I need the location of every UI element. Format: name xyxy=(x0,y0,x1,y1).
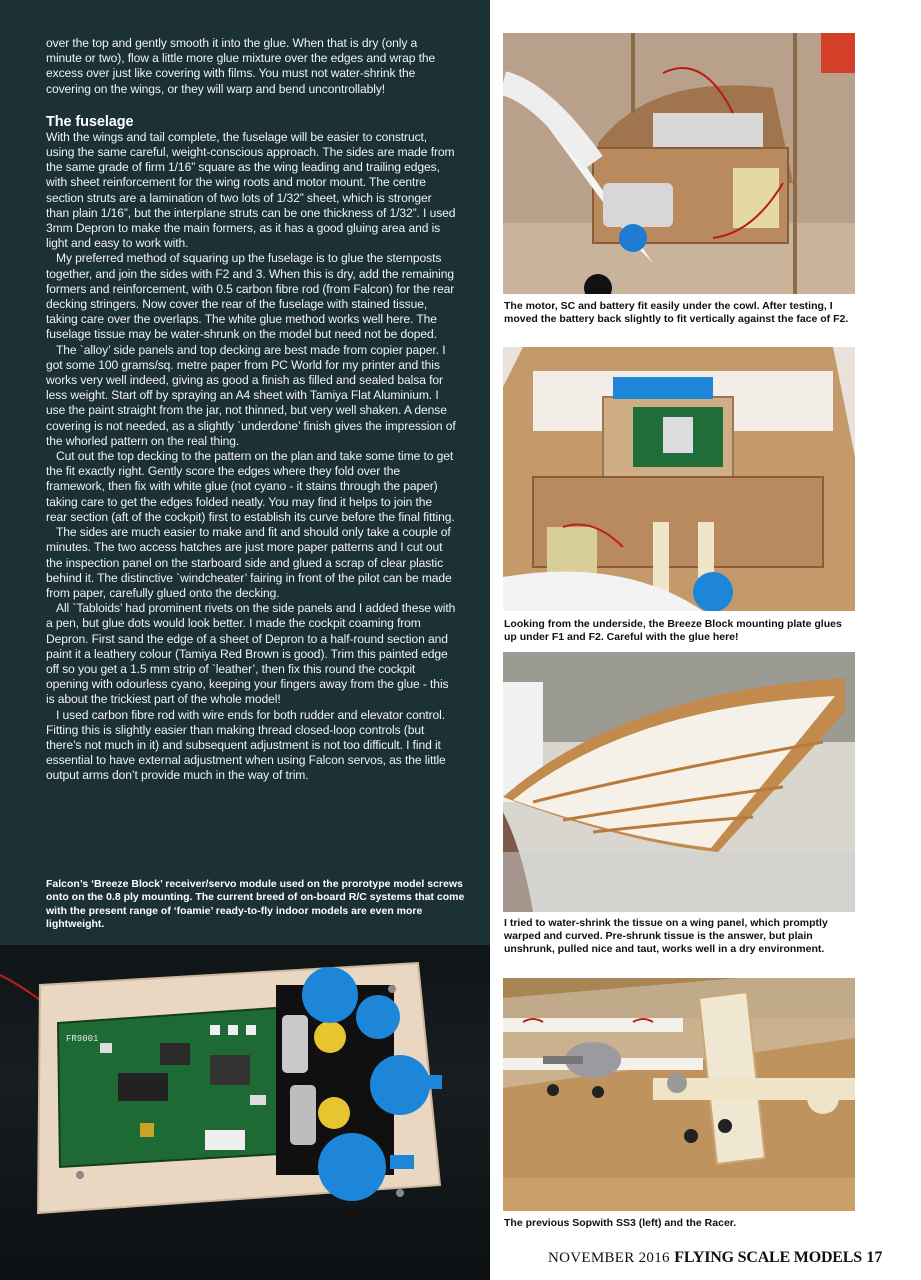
page-footer xyxy=(548,1249,883,1269)
motor-cowl-illustration xyxy=(503,33,855,294)
board-label: FR9001 xyxy=(66,1034,99,1044)
paragraph: All `Tabloids’ had prominent rivets on the side panels and I added these with a pen, but glue dots would look better. I made the cockpit coaming from Depron. First sand the edge of a sheet of Depron to a half-round section and paint it a leathery colour (Tamiya Red Brown is good). Trim this painted edge off so you get a 1.5 mm strip of `leather’, then fix this round the cockpit opening with odourless cyano, keeping your fingers away from the glue - this is about the trickiest part of the whole model! xyxy=(46,601,456,707)
intro-paragraph: over the top and gently smooth it into the glue. When that is dry (only a minute or two), flow a little more glue mixture over the edges and wrap the excess over just like covering with films. You must not water-shrink the covering on the wings, or they will warp and bend uncontrollably! xyxy=(46,36,436,96)
underside-illustration xyxy=(503,347,855,611)
caption-wing: I tried to water-shrink the tissue on a wing panel, which promptly warped and curved. Pre-shrunk tissue is the answer, but plain unshrunk, pulled nice and taut, works well in a dry environment. xyxy=(504,917,828,955)
receiver-illustration xyxy=(0,945,490,1280)
footer-issue-date: NOVEMBER 2016 xyxy=(548,1250,670,1266)
two-planes-illustration xyxy=(503,978,855,1211)
paragraph: My preferred method of squaring up the fuselage is to glue the sternposts together, and join the sides with F2 and 3. When this is dry, add the remaining formers and reinforcement, with 0.5 carbon fibre rod (from Falcon) for the rear decking stringers. Now cover the rear of the fuselage with stained tissue, taking care over the overlaps. The white glue method works well here. The fuselage tissue may be water-shrunk on the model but need not be doped. xyxy=(46,251,455,342)
paragraph: The `alloy’ side panels and top decking are best made from copier paper. I got some 100 grams/sq. metre paper from PC World for my printer and this works very well indeed, giving as good a finish as filled and sealed balsa for less weight. Start off by spraying an A4 sheet with Tamiya Flat Aluminium. I use the paint straight from the jar, not thinned, but very well shaken. A dense covering is not needed, as a slightly `underdone’ finish gives the impression of the whorled pattern on the real thing. xyxy=(46,342,456,448)
caption-receiver: Falcon’s ‘Breeze Block’ receiver/servo module used on the prorotype model screws onto on the 0.8 ply mounting. The current breed of on-board R/C systems that come with the present range of ‘foamie’ ready-to-fly indoor models are even more lightweight. xyxy=(46,878,465,931)
paragraph: I used carbon fibre rod with wire ends for both rudder and elevator control. Fitting this is slightly easier than making thread closed-loop controls (but there’s not much in it) and subsequent adjustment is not too difficult. I find it essential to have external adjustment when using Falcon servos, as the little output arms don’t provide much in the way of trim. xyxy=(46,707,446,783)
wing-panel-illustration xyxy=(503,652,855,912)
caption-motor: The motor, SC and battery fit easily under the cowl. After testing, I moved the battery back slightly to fit vertically against the face of F2. xyxy=(504,300,849,325)
photo-wing-panel xyxy=(503,652,855,912)
photo-receiver-module xyxy=(0,945,490,1280)
photo-two-planes xyxy=(503,978,855,1211)
paragraph: With the wings and tail complete, the fuselage will be easier to construct, using the same careful, weight-conscious approach. The sides are made from the same grade of firm 1/16” square as the wing leading and trailing edges, with sheet reinforcement for the wing roots and motor mount. The centre section struts are a lamination of two lots of 1/32” sheet, which is stronger than plain 1/16”, but the interplane struts can be one thickness of 1/32”. I used 3mm Depron to make the main formers, as it has a good gluing area and is light and easy to work with. xyxy=(46,129,456,251)
paragraph: The sides are much easier to make and fit and should only take a couple of minutes. The two access hatches are just more paper patterns and I cut out the inspection panel on the starboard side and glued a scrap of clear plastic behind it. The distinctive `windcheater’ fairing in front of the pilot can be made from paper, carefully glued onto the decking. xyxy=(46,525,452,600)
photo-motor-cowl xyxy=(503,33,855,294)
caption-underside: Looking from the underside, the Breeze Block mounting plate glues up under F1 and F2. Careful with the glue here! xyxy=(504,618,842,643)
paragraph: Cut out the top decking to the pattern on the plan and take some time to get the fit exactly right. Gently score the edges where they fold over the framework, then fix with white glue (not cyano - it stains through the paper) taking care to get the edges folded neatly. You may find it helps to join the rear section (aft of the cockpit) first to establish its curve before the final fitting. xyxy=(46,449,455,524)
footer-page-number: 17 xyxy=(866,1249,883,1266)
footer-magazine-title: FLYING SCALE MODELS xyxy=(674,1249,862,1266)
photo-underside xyxy=(503,347,855,611)
section-heading-fuselage: The fuselage xyxy=(46,113,134,130)
article-body xyxy=(46,36,456,784)
caption-planes: The previous Sopwith SS3 (left) and the Racer. xyxy=(504,1217,737,1229)
